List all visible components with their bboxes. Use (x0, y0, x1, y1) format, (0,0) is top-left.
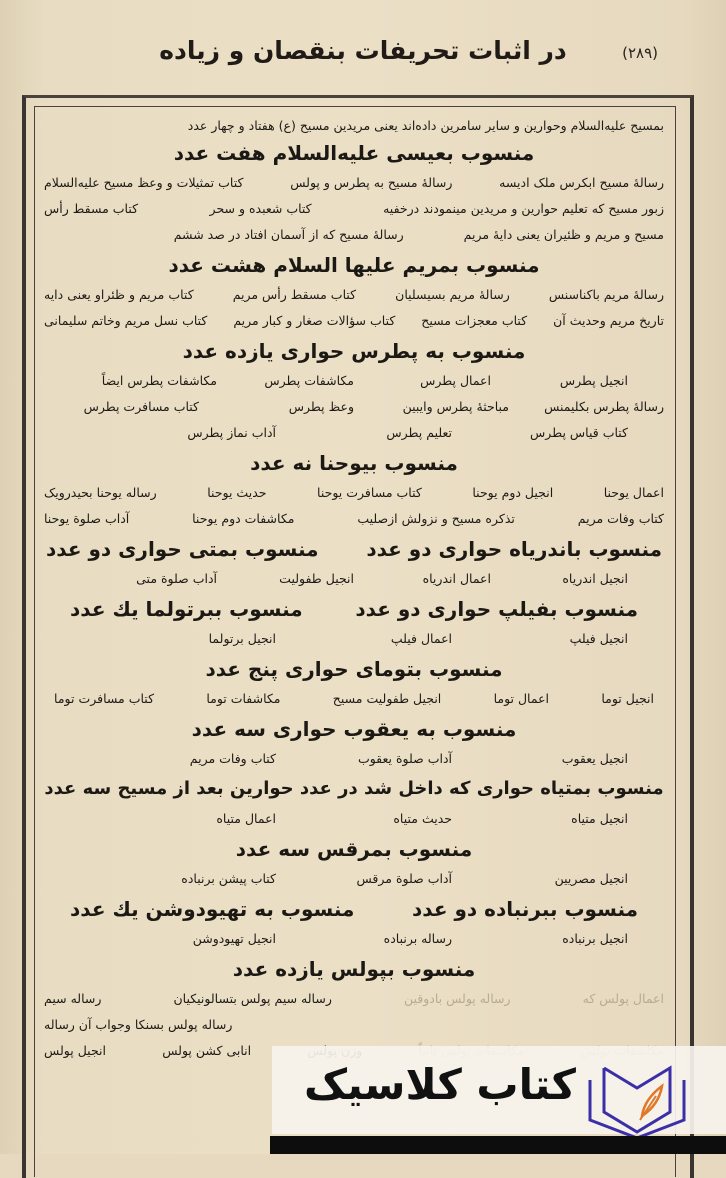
book-title: انجیل طفولیت مسیح (332, 691, 442, 706)
book-title: مباحثهٔ پطرس وایبین (402, 399, 509, 414)
book-title: کتاب مسافرت توما (54, 691, 155, 706)
dual-heading (40, 532, 668, 566)
section-heading-marqos: منسوب بمرقس سه عدد (235, 837, 473, 861)
book-title: اعمال متیاه (216, 811, 276, 826)
dual-heading (40, 592, 668, 626)
page-number: (۲۸۹) (622, 44, 658, 62)
book-title: رسالهٔ مسیح ابکرس ملک ادیسه (499, 175, 664, 190)
book-title: کتاب مسافرت یوحنا (317, 485, 422, 500)
book-title: آداب صلوة متی (136, 571, 217, 586)
book-title: کتاب پیشن برنباده (181, 871, 276, 886)
book-title: رسالهٔ مسیح به پطرس و پولس (290, 175, 453, 190)
book-title: کتاب وفات مریم (577, 511, 664, 526)
section-heading-yuhanna: منسوب بیوحنا نه عدد (250, 451, 458, 475)
list-row (40, 480, 668, 506)
book-title: انجیل مصریین (554, 871, 628, 886)
book-title: رسالهٔ مریم باکناسنس (548, 287, 664, 302)
book-title: اعمال اندریاه (422, 571, 491, 586)
list-row (40, 986, 668, 1012)
intro-line: بمسیح علیه‌السلام وحوارین و سایر سامرین داده‌اند یعنی مریدین مسیح (ع) هفتاد و چهار عدد (187, 118, 664, 133)
book-title: انجیل متیاه (571, 811, 628, 826)
book-title: انجیل پولس (44, 1043, 106, 1058)
list-row (40, 1012, 668, 1038)
section-heading-tahyudushn: منسوب به تهیودوشن یك عدد (70, 897, 355, 921)
book-title: مکاشفات توما (206, 691, 281, 706)
book-title: مکاشفات پطرس (264, 373, 354, 388)
section-heading-petros: منسوب به پطرس حواری یازده عدد (182, 339, 526, 363)
book-title: وعظ پطرس (288, 399, 354, 414)
page-header (0, 36, 726, 76)
section-heading-maryam: منسوب بمریم علیها السلام هشت عدد (168, 253, 540, 277)
book-title: اعمال فیلپ (390, 631, 452, 646)
list-row (40, 222, 668, 248)
book-title: انجیل تهیودوشن (192, 931, 276, 946)
book-title: مکاشفات دوم یوحنا (192, 511, 295, 526)
list-row (40, 686, 668, 712)
section-heading-bartolma: منسوب ببرتولما یك عدد (70, 597, 303, 621)
book-title: کتاب مریم و ظئراو یعنی دایه (44, 287, 194, 302)
book-title: کتاب قیاس پطرس (530, 425, 628, 440)
section-heading-yaqub: منسوب به یعقوب حواری سه عدد (191, 717, 517, 741)
open-book-feather-logo-icon (582, 1062, 692, 1140)
book-title: رساله سیم پولس بتسالونیکیان (173, 991, 332, 1006)
list-row (40, 282, 668, 308)
list-row (40, 866, 668, 892)
book-title: انجیل فیلپ (569, 631, 628, 646)
book-title: انجیل طفولیت (279, 571, 354, 586)
list-row (40, 746, 668, 772)
book-title: رساله سیم (44, 991, 102, 1006)
book-title: رساله یوحنا بحیدرویک (44, 485, 157, 500)
book-title: آداب صلوة یوحنا (44, 511, 130, 526)
book-title: انجیل اندریاه (562, 571, 628, 586)
book-title: تذکره مسیح و نزولش ازصلیب (357, 511, 515, 526)
section-heading-barnaba: منسوب ببرنباده دو عدد (412, 897, 638, 921)
bottom-dark-band (270, 1136, 726, 1154)
book-title: اعمال توما (493, 691, 550, 706)
list-row (40, 308, 668, 334)
list-row (40, 506, 668, 532)
list-row (40, 626, 668, 652)
book-title: انجیل توما (601, 691, 654, 706)
book-title: رساله پولس بسنکا وجواب آن رساله (44, 1017, 233, 1032)
list-row (40, 420, 668, 446)
book-title: کتاب مسافرت پطرس (83, 399, 199, 414)
book-title: رساله برنباده (383, 931, 452, 946)
running-title: در اثبات تحریفات بنقصان و زیاده (159, 36, 567, 65)
book-title: اعمال پطرس (420, 373, 491, 388)
book-title: آداب صلوة یعقوب (357, 751, 452, 766)
book-title: انجیل یعقوب (561, 751, 628, 766)
list-row (40, 196, 668, 222)
list-row (40, 368, 668, 394)
book-title: کتاب معجزات مسیح (421, 313, 528, 328)
list-row (40, 394, 668, 420)
page-content (40, 116, 668, 1064)
section-heading-tuma: منسوب بتومای حواری پنج عدد (205, 657, 503, 681)
book-title: زبور مسیح که تعلیم حوارین و مریدین مینمودند درخفیه (383, 201, 664, 216)
book-title: کتاب مسقط رأس (44, 201, 139, 216)
section-heading-andreas: منسوب باندریاه حواری دو عدد (366, 537, 662, 561)
section-heading-filip: منسوب بفیلپ حواری دو عدد (355, 597, 638, 621)
watermark-title: کتاب کلاسیک (304, 1060, 576, 1109)
book-title: مکاشفات پطرس ایضاً (101, 373, 217, 388)
list-row (40, 566, 668, 592)
book-title: انجیل برنباده (562, 931, 628, 946)
book-title: انجیل دوم یوحنا (472, 485, 554, 500)
book-title: کتاب شعبده و سحر (209, 201, 312, 216)
book-title: کتاب مسقط رأس مریم (232, 287, 357, 302)
book-title: مسیح و مریم و ظئیران یعنی دایهٔ مریم (463, 227, 664, 242)
book-title: آداب نماز پطرس (187, 425, 276, 440)
section-heading-isa: منسوب بعیسی علیه‌السلام هفت عدد (173, 141, 535, 165)
book-title: کتاب تمثیلات و وعظ مسیح علیه‌السلام (44, 175, 244, 190)
book-title: حدیث متیاه (393, 811, 452, 826)
book-title: تعلیم پطرس (386, 425, 452, 440)
book-title: انابی کشن پولس (162, 1043, 252, 1058)
book-title: کتاب وفات مریم (189, 751, 276, 766)
book-title: اعمال یوحنا (603, 485, 664, 500)
book-title: رساله پولس بادوقین (403, 991, 511, 1006)
book-title: آداب صلوة مرقس (356, 871, 452, 886)
list-row (40, 170, 668, 196)
list-row (40, 926, 668, 952)
section-heading-matta: منسوب بمتی حواری دو عدد (46, 537, 319, 561)
book-title: اعمال پولس که (582, 991, 664, 1006)
book-title: رسالهٔ مریم بسیسلیان (395, 287, 510, 302)
section-heading-matiah: منسوب بمتیاه حواری که داخل شد در عدد حوارین بعد از مسیح سه عدد (44, 778, 664, 799)
dual-heading (40, 892, 668, 926)
list-row (40, 806, 668, 832)
section-heading-pulos: منسوب بپولس یازده عدد (232, 957, 476, 981)
book-title: انجیل پطرس (559, 373, 628, 388)
book-title: رسالهٔ پطرس بکلیمنس (544, 399, 664, 414)
book-title: کتاب نسل مریم وخاتم سلیمانی (44, 313, 208, 328)
book-title: انجیل برتولما (208, 631, 276, 646)
book-title: کتاب سؤالات صغار و کبار مریم (233, 313, 396, 328)
book-title: رسالهٔ مسیح که از آسمان افتاد در صد ششم (173, 227, 404, 242)
book-title: تاریخ مریم وحدیث آن (553, 313, 664, 328)
book-title: حدیث یوحنا (207, 485, 267, 500)
